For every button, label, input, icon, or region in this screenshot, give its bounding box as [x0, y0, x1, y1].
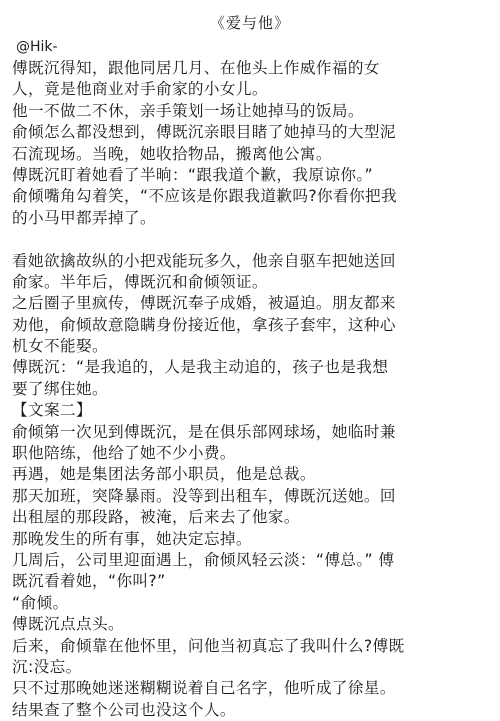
text-line: 看她欲擒故纵的小把戏能玩多久，他亲自驱车把她送回: [12, 251, 396, 270]
text-line: 俞家。半年后，傅既沉和俞倾领证。: [12, 272, 268, 291]
text-line: “俞倾。: [12, 593, 69, 612]
text-line: 劝他，俞倾故意隐瞒身份接近他，拿孩子套牢，这种心: [12, 315, 396, 334]
text-line: 只不过那晚她迷迷糊糊说着自己名字，他听成了徐星。: [12, 679, 396, 698]
text-line: 出租屋的那段路，被淹，后来去了他家。: [12, 508, 300, 527]
text-line: 俞倾第一次见到傅既沉，是在俱乐部网球场，她临时兼: [12, 422, 396, 441]
text-line: 后来，俞倾靠在他怀里，问他当初真忘了我叫什么?傅既: [12, 636, 405, 655]
page-title: 《爱与他》: [209, 14, 290, 32]
text-line: 俞倾嘴角勾着笑，“不应该是你跟我道歉吗?你看你把我: [12, 187, 398, 206]
text-line: 那晚发生的所有事，她决定忘掉。: [12, 529, 252, 548]
author-handle: @Hik-: [16, 39, 58, 55]
text-line: 再遇，她是集团法务部小职员，他是总裁。: [12, 465, 316, 484]
text-line: 傅既沉：“是我追的，人是我主动追的，孩子也是我想: [12, 358, 389, 377]
text-line: 结果查了整个公司也没这个人。: [12, 700, 236, 719]
text-line: 石流现场。当晚，她收拾物品，搬离他公寓。: [12, 144, 332, 163]
text-line: 沉:没忘。: [12, 657, 82, 676]
text-line: 他一不做二不休，亲手策划一场让她掉马的饭局。: [12, 101, 364, 120]
text-line: 职他陪练，他给了她不少小费。: [12, 444, 236, 463]
text-line: 之后圈子里疯传，傅既沉奉子成婚，被逼迫。朋友都来: [12, 294, 396, 313]
text-line: 【文案二】: [12, 401, 92, 420]
text-line: 傅既沉点点头。: [12, 615, 124, 634]
body-text: [12, 58, 492, 721]
text-line: 傅既沉盯着她看了半晌：“跟我道个歉，我原谅你。”: [12, 165, 374, 184]
text-line: 几周后，公司里迎面遇上，俞倾风轻云淡：“傅总。” 傅: [12, 550, 395, 569]
text-line: 的小马甲都弄掉了。: [12, 208, 156, 227]
text-line: 人，竟是他商业对手俞家的小女儿。: [12, 80, 268, 99]
blank-line: [12, 229, 492, 250]
text-line: 那天加班，突降暴雨。没等到出租车，傅既沉送她。回: [12, 486, 396, 505]
text-line: 俞倾怎么都没想到，傅既沉亲眼目睹了她掉马的大型泥: [12, 123, 396, 142]
text-line: 傅既沉得知，跟他同居几月、在他头上作威作福的女: [12, 59, 380, 77]
text-line: 既沉看着她，“你叫?”: [12, 572, 166, 591]
text-line: 机女不能娶。: [12, 337, 108, 356]
text-line: 要了绑住她。: [12, 379, 108, 398]
